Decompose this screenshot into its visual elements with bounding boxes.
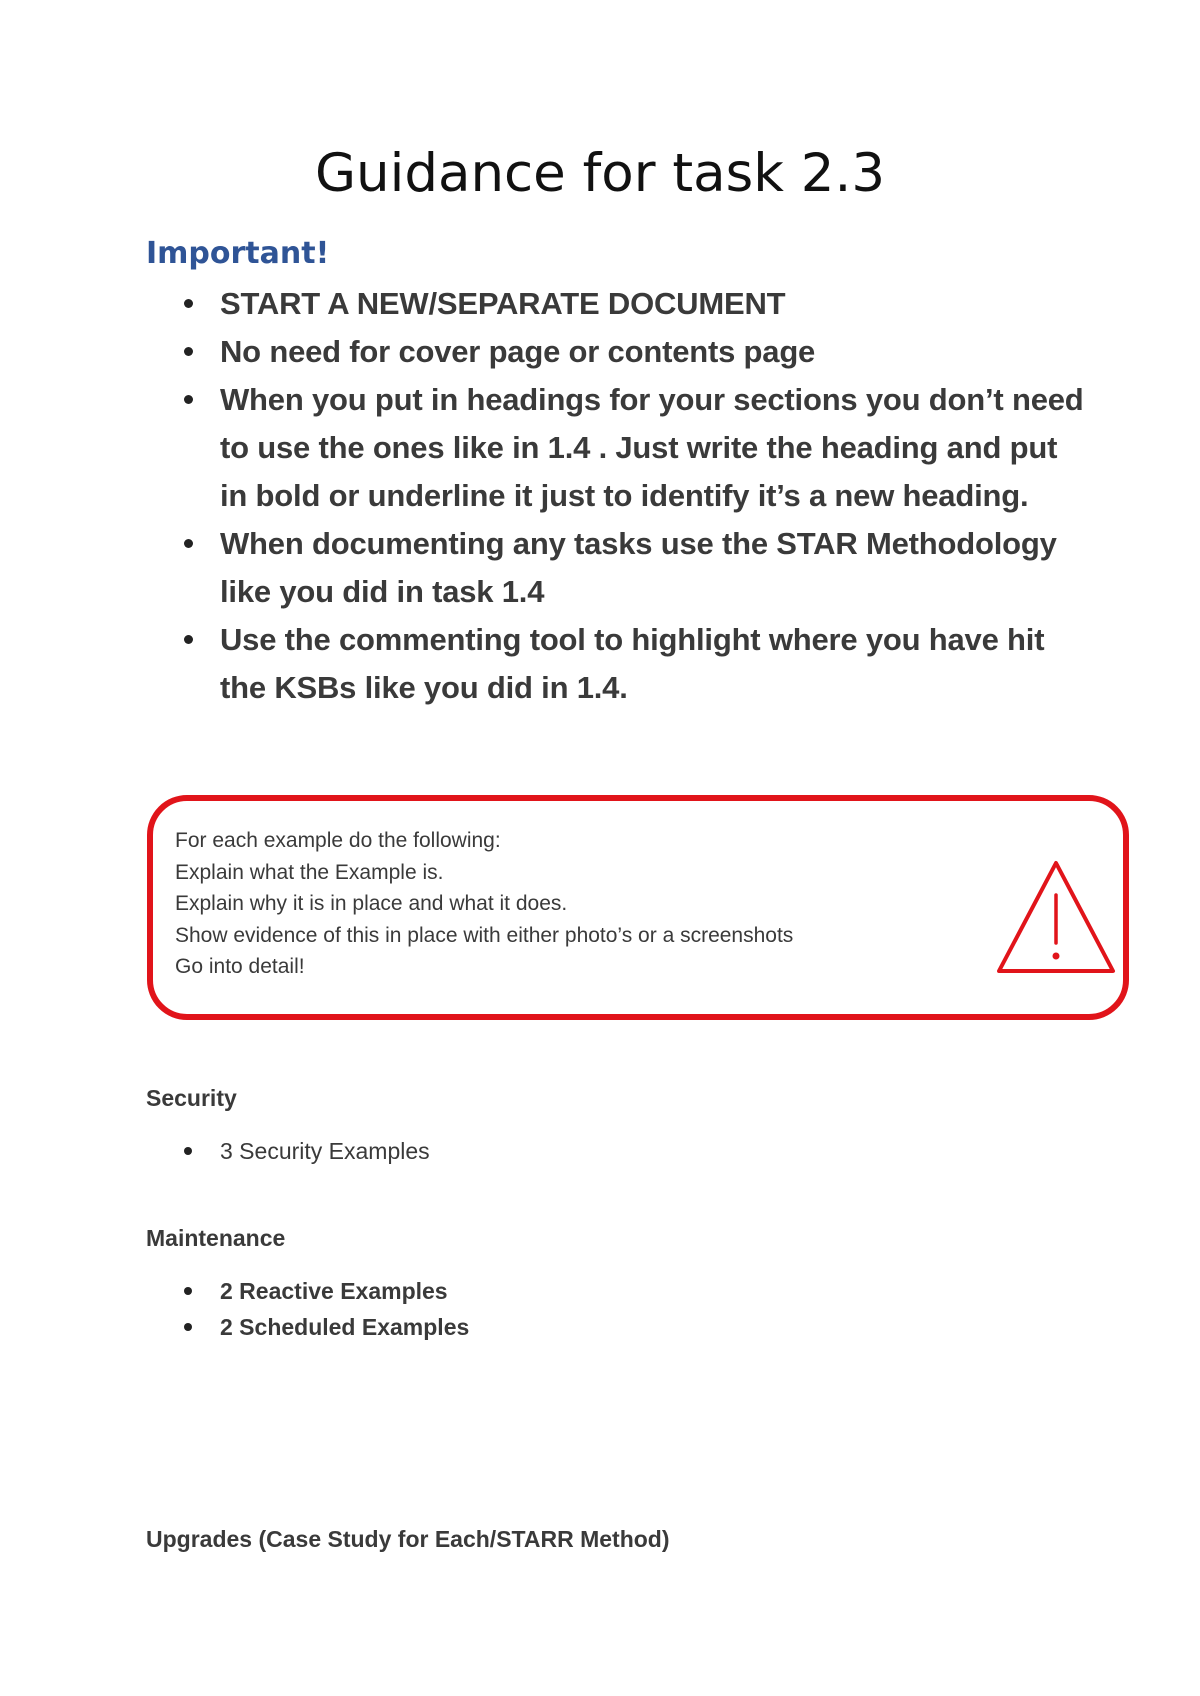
maintenance-heading: Maintenance xyxy=(146,1225,286,1251)
list-item-text: When you put in headings for your sections you don’t need to use the ones like in 1.4 . Just write the heading and put in bold or underline it just to identify it’s a new heading. xyxy=(220,382,1084,513)
callout-line: Go into detail! xyxy=(175,955,305,978)
bullet-icon xyxy=(184,635,193,644)
list-item xyxy=(146,1133,430,1169)
list-item xyxy=(146,1273,469,1309)
callout-line: For each example do the following: xyxy=(175,829,501,852)
bullet-icon xyxy=(184,539,193,548)
bullet-icon xyxy=(184,1147,192,1155)
instructions-callout xyxy=(147,795,1129,1020)
list-item-text: 2 Reactive Examples xyxy=(220,1278,448,1304)
upgrades-heading: Upgrades (Case Study for Each/STARR Method) xyxy=(146,1526,670,1552)
bullet-icon xyxy=(184,299,193,308)
list-item xyxy=(146,520,1086,616)
list-item-text: No need for cover page or contents page xyxy=(220,334,816,369)
list-item xyxy=(146,1309,469,1345)
list-item-text: 2 Scheduled Examples xyxy=(220,1314,470,1340)
bullet-icon xyxy=(184,347,193,356)
list-item-text: 3 Security Examples xyxy=(220,1138,430,1164)
list-item xyxy=(146,328,1086,376)
callout-line: Show evidence of this in place with either photo’s or a screenshots xyxy=(175,923,794,947)
bullet-icon xyxy=(184,395,193,404)
list-item xyxy=(146,616,1086,712)
list-item-text: When documenting any tasks use the STAR Methodology like you did in task 1.4 xyxy=(220,526,1057,609)
callout-text xyxy=(175,825,793,983)
warning-triangle-icon xyxy=(991,853,1121,983)
list-item-text: Use the commenting tool to highlight where you have hit the KSBs like you did in 1.4. xyxy=(220,622,1045,705)
important-heading: Important! xyxy=(146,236,330,271)
callout-line: Explain what the Example is. xyxy=(175,860,444,884)
bullet-icon xyxy=(184,1323,192,1331)
important-list xyxy=(146,280,1086,712)
maintenance-list xyxy=(146,1273,469,1345)
list-item-text: START A NEW/SEPARATE DOCUMENT xyxy=(220,286,786,321)
list-item xyxy=(146,280,1086,328)
security-heading: Security xyxy=(146,1085,237,1111)
list-item xyxy=(146,376,1086,520)
security-list xyxy=(146,1133,430,1169)
callout-line: Explain why it is in place and what it does. xyxy=(175,892,568,915)
page-title: Guidance for task 2.3 xyxy=(314,143,886,204)
bullet-icon xyxy=(184,1287,192,1295)
